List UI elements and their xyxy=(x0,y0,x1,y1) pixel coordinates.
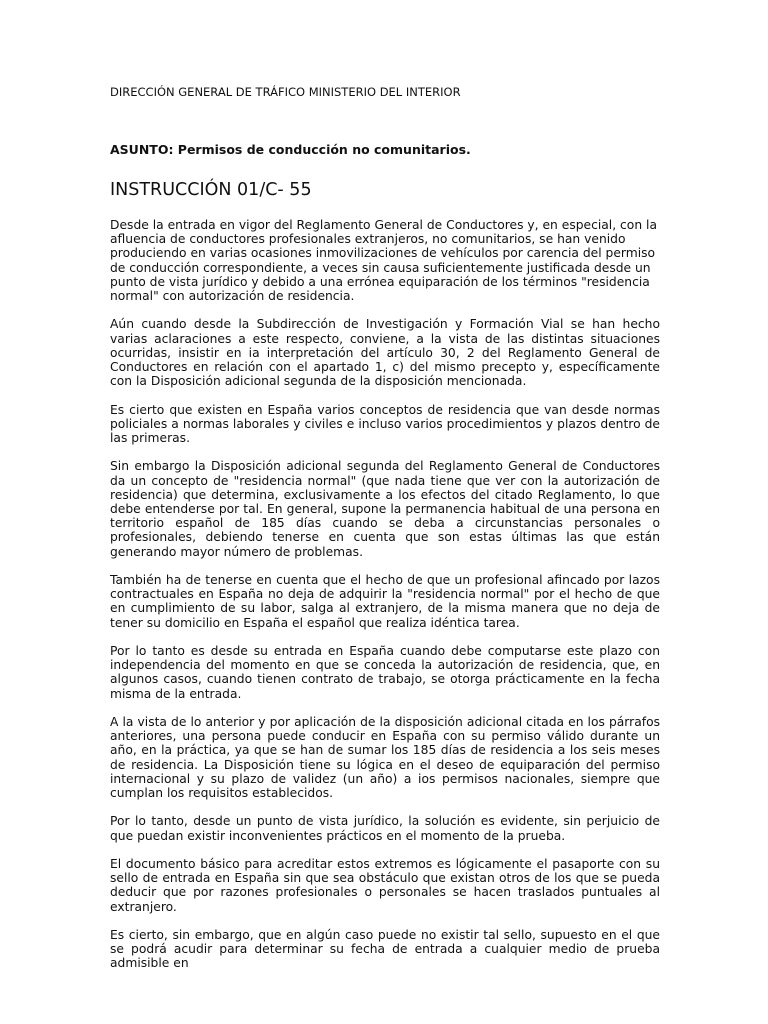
paragraph: Por lo tanto, desde un punto de vista jurídico, la solución es evidente, sin perjuicio de que puedan existir inconvenientes prácticos en el momento de la prueba. xyxy=(110,814,660,843)
document-title: INSTRUCCIÓN 01/C- 55 xyxy=(110,180,312,200)
paragraph: Desde la entrada en vigor del Reglamento General de Conductores y, en especial, con la afluencia de conductores profesionales extranjeros, no comunitarios, se han venido produciendo en varias ocasiones inmovilizaciones de vehículos por carencia del permiso de conducción correspondiente, a veces sin causa suficientemente justificada desde un punto de vista jurídico y debido a una errónea equiparación de los términos "residencia normal" con autorización de residencia. xyxy=(110,218,657,304)
paragraph: Aún cuando desde la Subdirección de Investigación y Formación Vial se han hecho varias aclaraciones a este respecto, conviene, a la vista de las distintas situaciones ocurridas, insistir en ia interpretación del artículo 30, 2 del Reglamento General de Conductores en relación con el apartado 1, c) del mismo precepto y, específicamente con la Disposición adicional segunda de la disposición mencionada. xyxy=(110,317,660,389)
paragraph: A la vista de lo anterior y por aplicación de la disposición adicional citada en los párrafos anteriores, una persona puede conducir en España con su permiso válido durante un año, en la práctica, ya que se han de sumar los 185 días de residencia a los seis meses de residencia. La Disposición tiene su lógica en el deseo de equiparación del permiso internacional y su plazo de validez (un año) a ios permisos nacionales, siempre que cumplan los requisitos establecidos. xyxy=(110,715,660,801)
paragraph: Sin embargo la Disposición adicional segunda del Reglamento General de Conductores da un concepto de "residencia normal" (que nada tiene que ver con la autorización de residencia) que determina, exclusivamente a los efectos del citado Reglamento, lo que debe entenderse por tal. En general, supone la permanencia habitual de una persona en territorio español de 185 días cuando se deba a circunstancias personales o profesionales, debiendo tenerse en cuenta que son estas últimas las que están generando mayor número de problemas. xyxy=(110,459,660,559)
document-header: DIRECCIÓN GENERAL DE TRÁFICO MINISTERIO DEL INTERIOR xyxy=(110,85,461,99)
paragraph: Es cierto que existen en España varios conceptos de residencia que van desde normas policiales a normas laborales y civiles e incluso varios procedimientos y plazos dentro de las primeras. xyxy=(110,402,660,446)
document-body xyxy=(110,218,660,985)
paragraph: También ha de tenerse en cuenta que el hecho de que un profesional afincado por lazos contractuales en España no deja de adquirir la "residencia normal" por el hecho de que en cumplimiento de su labor, salga al extranjero, de la misma manera que no deja de tener su domicilio en España el español que realiza idéntica tarea. xyxy=(110,573,660,630)
paragraph: Por lo tanto es desde su entrada en España cuando debe computarse este plazo con independencia del momento en que se conceda la autorización de residencia, que, en algunos casos, cuando tienen contrato de trabajo, se otorga prácticamente en la fecha misma de la entrada. xyxy=(110,644,660,701)
document-subject: ASUNTO: Permisos de conducción no comunitarios. xyxy=(110,142,471,157)
paragraph: Es cierto, sin embargo, que en algún caso puede no existir tal sello, supuesto en el que se podrá acudir para determinar su fecha de entrada a cualquier medio de prueba admisible en xyxy=(110,928,660,971)
paragraph: El documento básico para acreditar estos extremos es lógicamente el pasaporte con su sello de entrada en España sin que sea obstáculo que existan otros de los que se pueda deducir que por razones profesionales o personales se hacen traslados puntuales al extranjero. xyxy=(110,857,660,914)
